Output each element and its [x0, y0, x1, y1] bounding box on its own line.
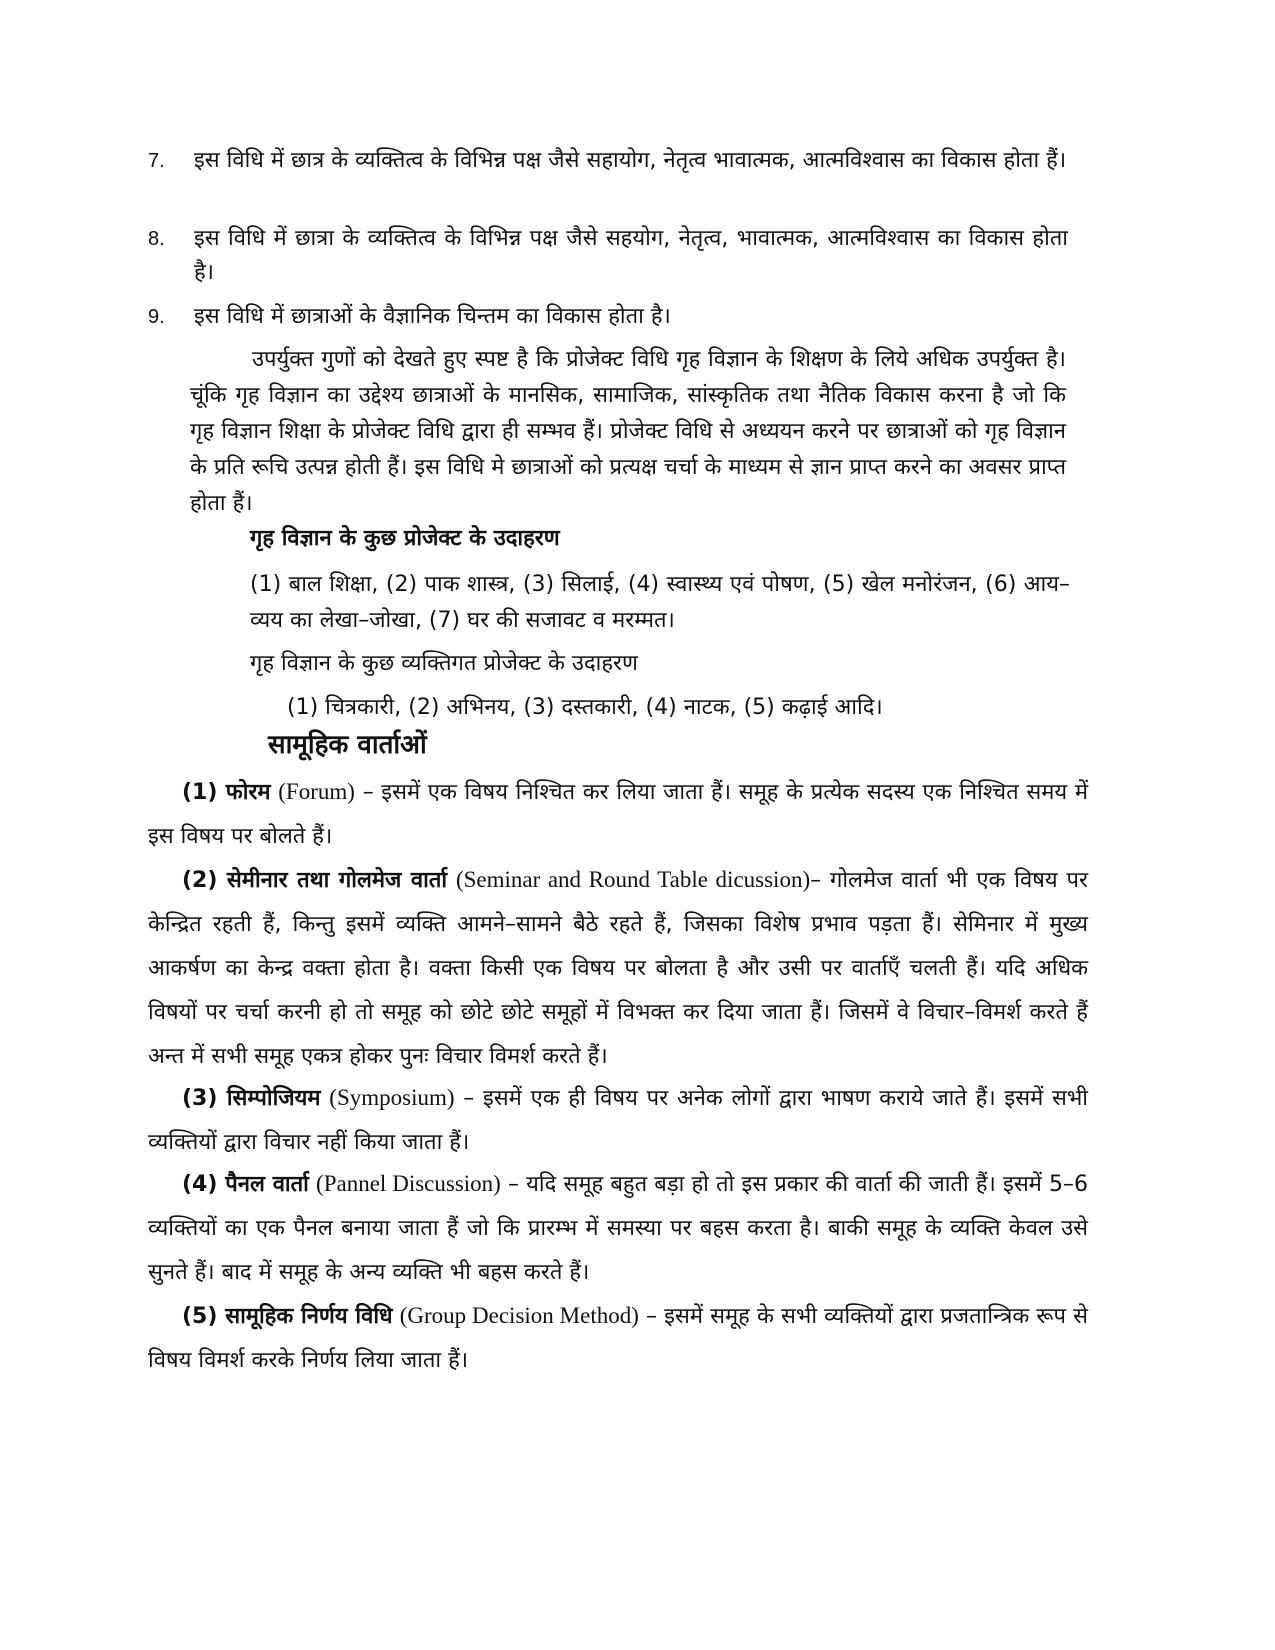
discussion-description: – इसमें एक विषय निश्चित कर लिया जाता हैं। समूह के प्रत्येक सदस्य एक निश्चित समय में इस विषय पर बोलते हैं। [148, 780, 1088, 849]
list-text: इस विधि में छात्राओं के वैज्ञानिक चिन्तम का विकास होता है। [194, 304, 671, 329]
list-item-8 [148, 222, 1068, 290]
list-item-9 [148, 300, 1068, 334]
list-text: इस विधि में छात्रा के व्यक्तित्व के विभिन्न पक्ष जैसे सहयोग, नेतृत्व, भावात्मक, आत्मविश्वास का विकास होता है। [194, 226, 1068, 285]
list-item-7 [148, 144, 1068, 178]
list-number: 7. [148, 150, 165, 172]
discussion-item-symposium [148, 1076, 1088, 1165]
discussion-term-english: (Seminar and Round Table dicussion) [455, 867, 811, 892]
discussion-term: (4) पैनल वार्ता [182, 1172, 309, 1197]
list-text: इस विधि में छात्र के व्यक्तित्व के विभिन्न पक्ष जैसे सहायोग, नेतृत्व भावात्मक, आत्मविश्वास का विकास होता हैं। [194, 148, 1067, 173]
discussion-term: (3) सिम्पोजियम [182, 1086, 321, 1111]
discussion-term-english: (Symposium) [329, 1085, 455, 1110]
discussion-term-english: (Group Decision Method) [399, 1303, 639, 1328]
discussion-term-english: (Pannel Discussion) [316, 1171, 501, 1196]
discussion-item-seminar [148, 858, 1088, 1079]
discussion-term: (2) सेमीनार तथा गोलमेज वार्ता [182, 868, 448, 893]
group-discussions-heading: सामूहिक वार्ताओं [268, 730, 427, 760]
individual-projects-heading: गृह विज्ञान के कुछ व्यक्तिगत प्रोजेक्ट के उदाहरण [250, 651, 638, 676]
projects-list: (1) बाल शिक्षा, (2) पाक शास्त्र, (3) सिलाई, (4) स्वास्थ्य एवं पोषण, (5) खेल मनोरंजन, (6) आय–व्यय का लेखा–जोखा, (7) घर की सजावट व मरम्मत। [250, 572, 1070, 633]
discussion-description: – इसमें समूह के सभी व्यक्तियों द्वारा प्रजतान्त्रिक रूप से विषय विमर्श करके निर्णय लिया जाता हैं। [148, 1304, 1088, 1373]
summary-paragraph: उपर्युक्त गुणों को देखते हुए स्पष्ट है कि प्रोजेक्ट विधि गृह विज्ञान के शिक्षण के लिये अधिक उपर्युक्त है। चूंकि गृह विज्ञान का उद्देश्य छात्राओं के मानसिक, सामाजिक, सांस्कृतिक तथा नैतिक विकास करना है जो कि गृह विज्ञान शिक्षा के प्रोजेक्ट विधि द्वारा ही सम्भव हैं। प्रोजेक्ट विधि से अध्ययन करने पर छात्राओं को गृह विज्ञान के प्रति रूचि उत्पन्न होती हैं। इस विधि मे छात्राओं को प्रत्यक्ष चर्चा के माध्यम से ज्ञान प्राप्त करने का अवसर प्राप्त होता हैं। [190, 347, 1066, 516]
discussion-term: (1) फोरम [182, 780, 271, 805]
discussion-item-panel [148, 1162, 1088, 1295]
discussion-item-group-decision [148, 1294, 1088, 1383]
discussion-description: – गोलमेज वार्ता भी एक विषय पर केन्द्रित रहती हैं, किन्तु इसमें व्यक्ति आमने–सामने बैठे रहते हैं, जिसका विशेष प्रभाव पड़ता हैं। सेमिनार में मुख्य आकर्षण का केन्द्र वक्ता होता है। वक्ता किसी एक विषय पर बोलता है और उसी पर वार्ताएँ चलती हैं। यदि अधिक विषयों पर चर्चा करनी हो तो समूह को छोटे छोटे समूहों में विभक्त कर दिया जाता हैं। जिसमें वे विचार–विमर्श करते हैं अन्त में सभी समूह एकत्र होकर पुनः विचार विमर्श करते हैं। [148, 868, 1089, 1069]
discussion-term-english: (Forum) [278, 779, 355, 804]
list-number: 9. [148, 306, 165, 328]
discussion-description: – यदि समूह बहुत बड़ा हो तो इस प्रकार की वार्ता की जाती हैं। इसमें 5–6 व्यक्तियों का एक पैनल बनाया जाता हैं जो कि प्रारम्भ में समस्या पर बहस करता है। बाकी समूह के व्यक्ति केवल उसे सुनते हैं। बाद में समूह के अन्य व्यक्ति भी बहस करते हैं। [148, 1172, 1088, 1285]
individual-projects-list: (1) चित्रकारी, (2) अभिनय, (3) दस्तकारी, (4) नाटक, (5) कढ़ाई आदि। [287, 695, 883, 720]
discussion-description: – इसमें एक ही विषय पर अनेक लोगों द्वारा भाषण कराये जाते हैं। इसमें सभी व्यक्तियों द्वारा विचार नहीं किया जाता हैं। [148, 1086, 1088, 1155]
discussion-item-forum [148, 770, 1088, 859]
discussion-term: (5) सामूहिक निर्णय विधि [182, 1304, 393, 1329]
list-number: 8. [148, 228, 165, 250]
projects-heading: गृह विज्ञान के कुछ प्रोजेक्ट के उदाहरण [250, 526, 560, 551]
